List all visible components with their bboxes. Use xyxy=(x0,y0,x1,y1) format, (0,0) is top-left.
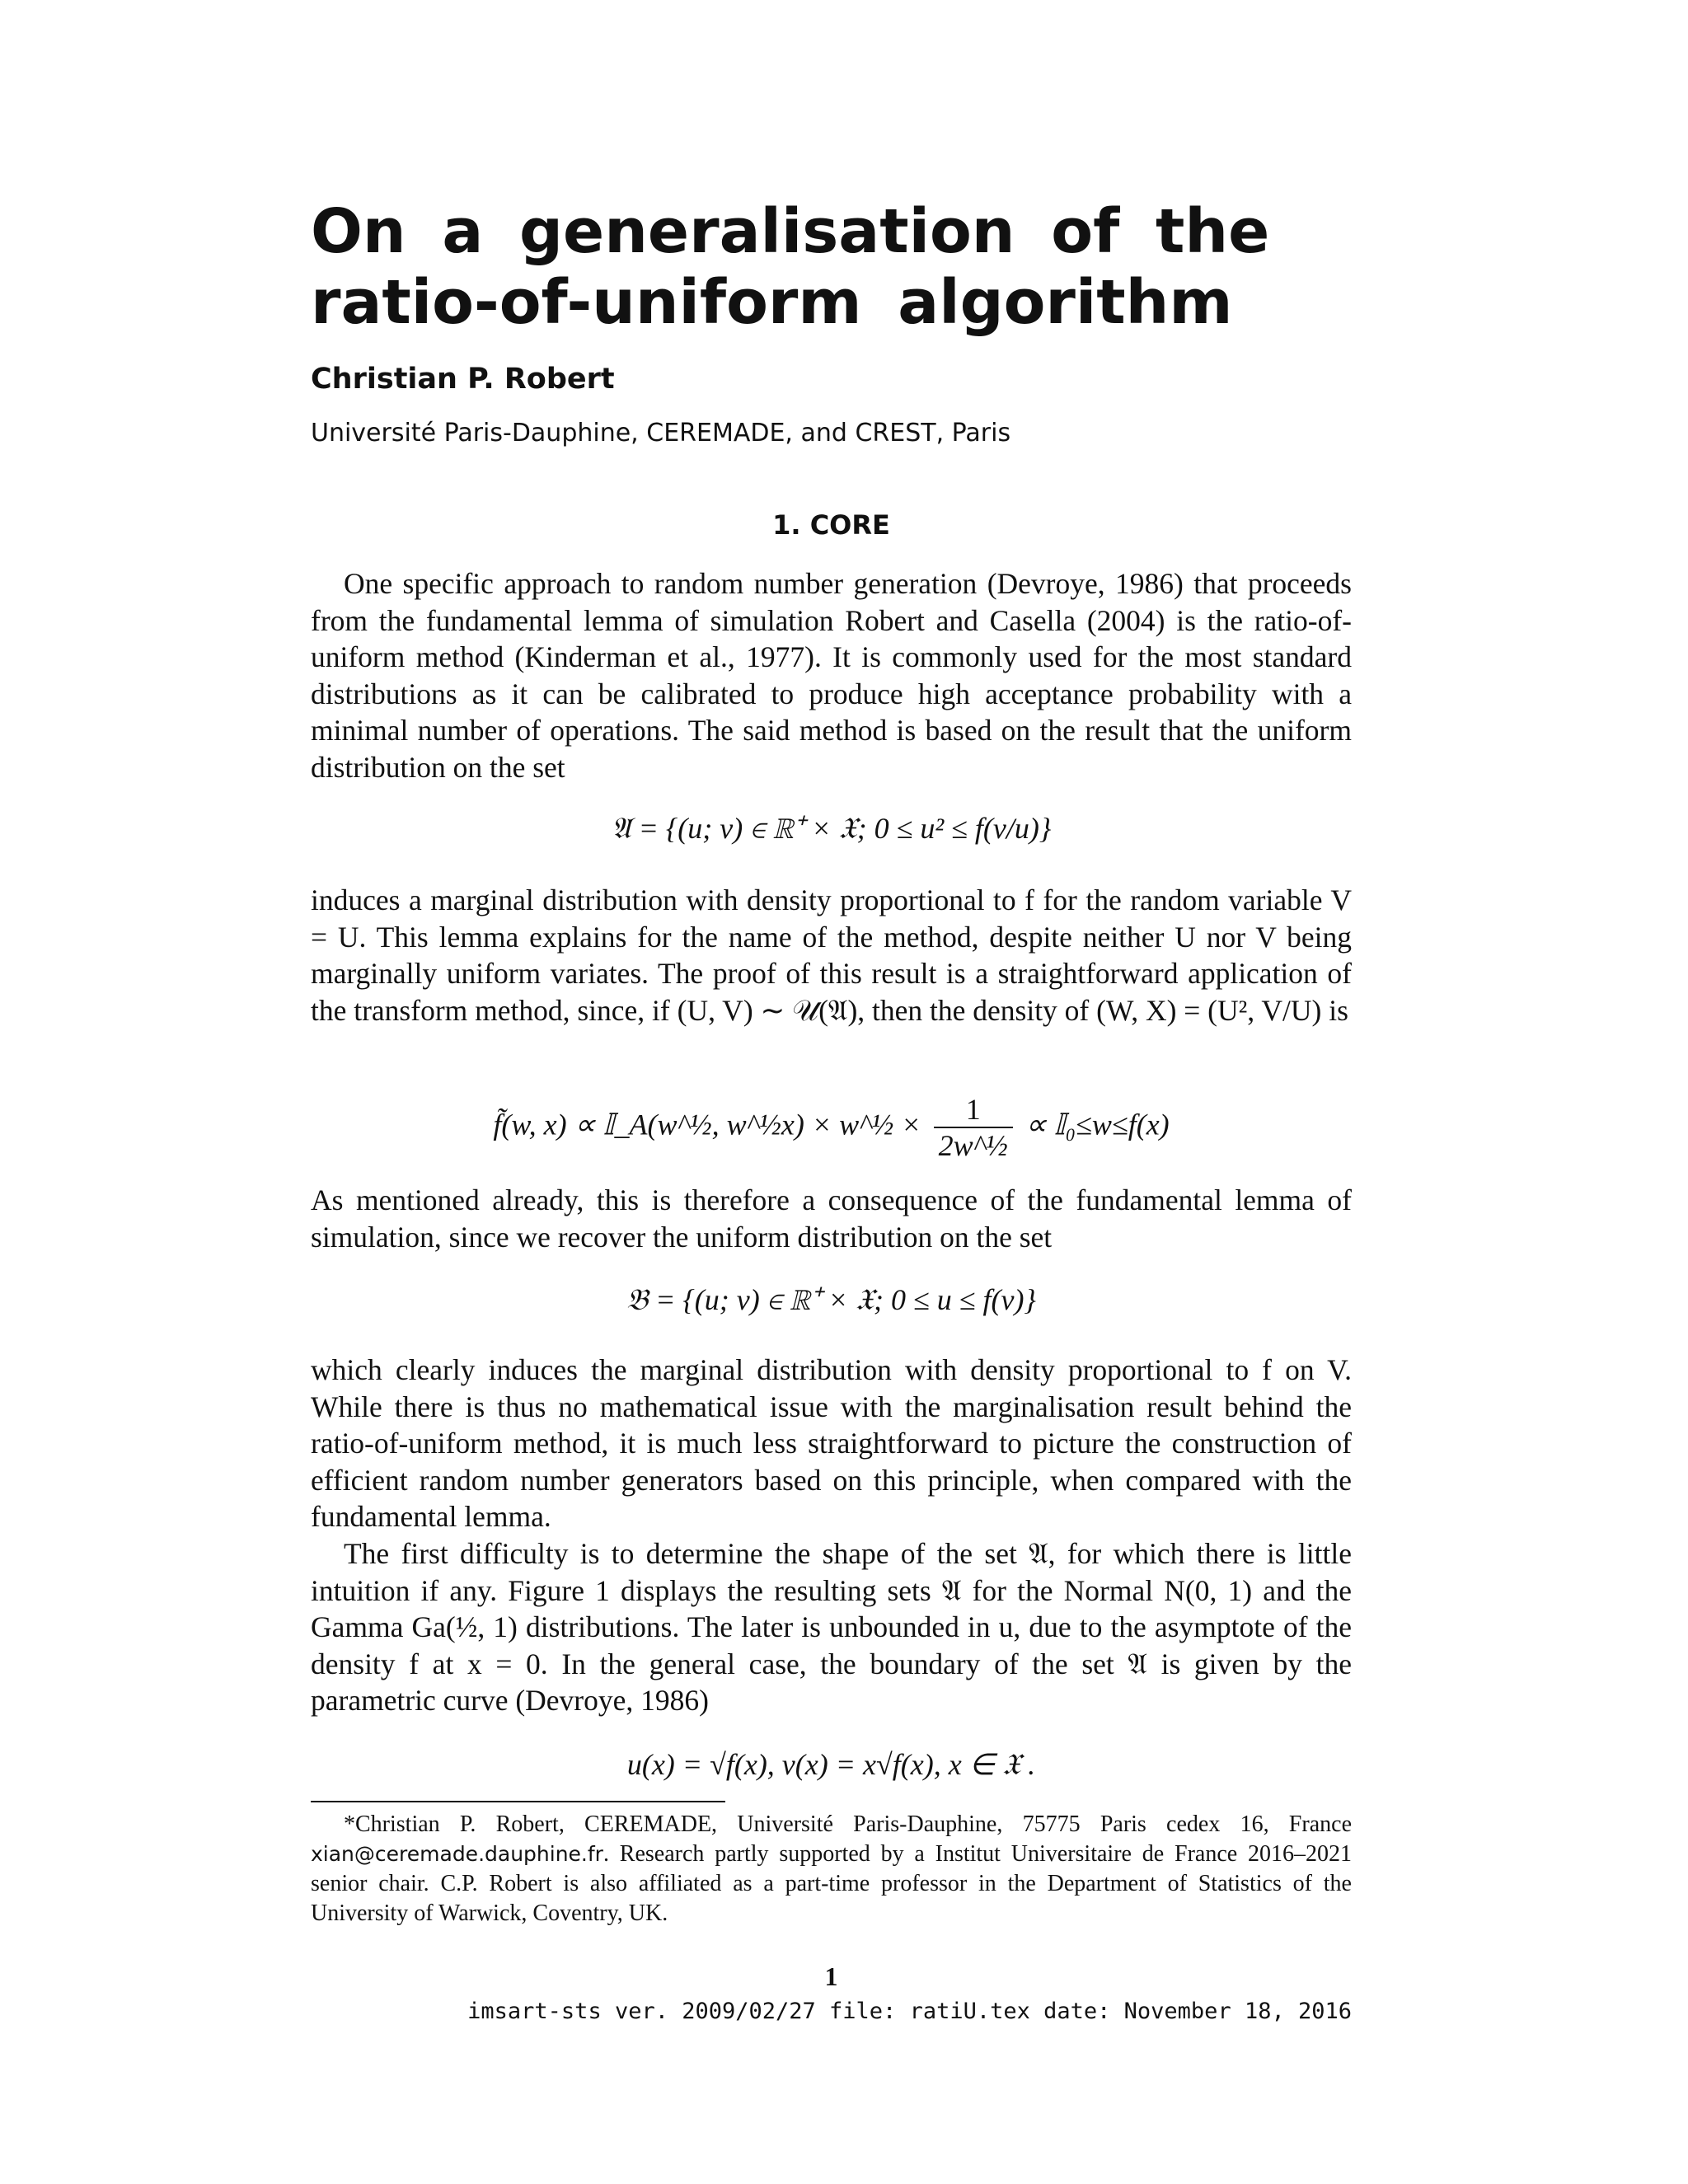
equation-fraction-denominator: 2w^½ xyxy=(938,1129,1008,1162)
section-heading: 1. CORE xyxy=(772,509,890,541)
footnote-divider xyxy=(311,1801,725,1802)
equation-fraction-numerator: 1 xyxy=(934,1092,1013,1128)
equation-parametric-curve: u(x) = √f(x), v(x) = x√f(x), x ∈ 𝔛 . xyxy=(626,1748,1036,1781)
running-footer: imsart-sts ver. 2009/02/27 file: ratiU.tex date: November 18, 2016 xyxy=(467,1999,1352,2024)
paper-title: On a generalisation of the ratio-of-uniform algorithm xyxy=(311,196,1270,338)
equation-set-a: 𝔄 = {(u; v) ∈ ℝ⁺ × 𝔛; 0 ≤ u² ≤ f(v/u)} xyxy=(611,812,1052,845)
paragraph-2: induces a marginal distribution with density proportional to f for the random variable V = U. This lemma explains for the name of the method, despite neither U nor V being marginally uniform variates. The proof of this result is a straightforward application of the transform method, since, if (U, V) ∼ 𝒰(𝔄), then the density of (W, X) = (U², V/U) is xyxy=(311,883,1352,1027)
equation-density-transform xyxy=(311,1092,1352,1163)
footnote xyxy=(311,1810,1352,1929)
page-number: 1 xyxy=(824,1961,838,1991)
paragraph-1: One specific approach to random number generation (Devroye, 1986) that proceeds from the fundamental lemma of simulation Robert and Casella (2004) is the ratio-of-uniform method (Kinderman et al., 1977). It is commonly used for the most standard distributions as it can be calibrated to produce high acceptance probability with a minimal number of operations. The said method is based on the result that the uniform distribution on the set xyxy=(311,567,1352,784)
footnote-text-after-email: . Research partly supported by a Institut Universitaire de France 2016–2021 senior chair. C.P. Robert is also affiliated as a part-time professor in the Department of Statistics of the University of Warwick, Coventry, UK. xyxy=(311,1841,1352,1926)
equation-fraction xyxy=(934,1092,1013,1163)
paragraph-4: which clearly induces the marginal distribution with density proportional to f on V. While there is thus no mathematical issue with the marginalisation result behind the ratio-of-uniform method, it is much less straightforward to picture the construction of efficient random number generators based on this principle, when compared with the fundamental lemma. xyxy=(311,1353,1352,1534)
paragraph-3: As mentioned already, this is therefore a consequence of the fundamental lemma of simulation, since we recover the uniform distribution on the set xyxy=(311,1183,1352,1254)
paragraph-5: The first difficulty is to determine the shape of the set 𝔄, for which there is little intuition if any. Figure 1 displays the resulting sets 𝔄 for the Normal N(0, 1) and the Gamma Ga(½, 1) distributions. The later is unbounded in u, due to the asymptote of the density f at x = 0. In the general case, the boundary of the set 𝔄 is given by the parametric curve (Devroye, 1986) xyxy=(311,1537,1352,1718)
equation-density-right: ∝ 𝕀₀≤w≤f(x) xyxy=(1025,1108,1170,1141)
footnote-text-before-email: *Christian P. Robert, CEREMADE, Université Paris-Dauphine, 75775 Paris cedex 16, France xyxy=(344,1811,1352,1837)
author-affiliation: Université Paris-Dauphine, CEREMADE, and CREST, Paris xyxy=(311,419,1011,448)
equation-set-b: 𝔅 = {(u; v) ∈ ℝ⁺ × 𝔛; 0 ≤ u ≤ f(v)} xyxy=(626,1283,1036,1316)
footnote-email-link[interactable]: xian@ceremade.dauphine.fr xyxy=(311,1842,603,1866)
equation-density-left: f̃(w, x) ∝ 𝕀_A(w^½, w^½x) × w^½ × xyxy=(493,1108,921,1141)
author-name: Christian P. Robert xyxy=(311,363,615,396)
